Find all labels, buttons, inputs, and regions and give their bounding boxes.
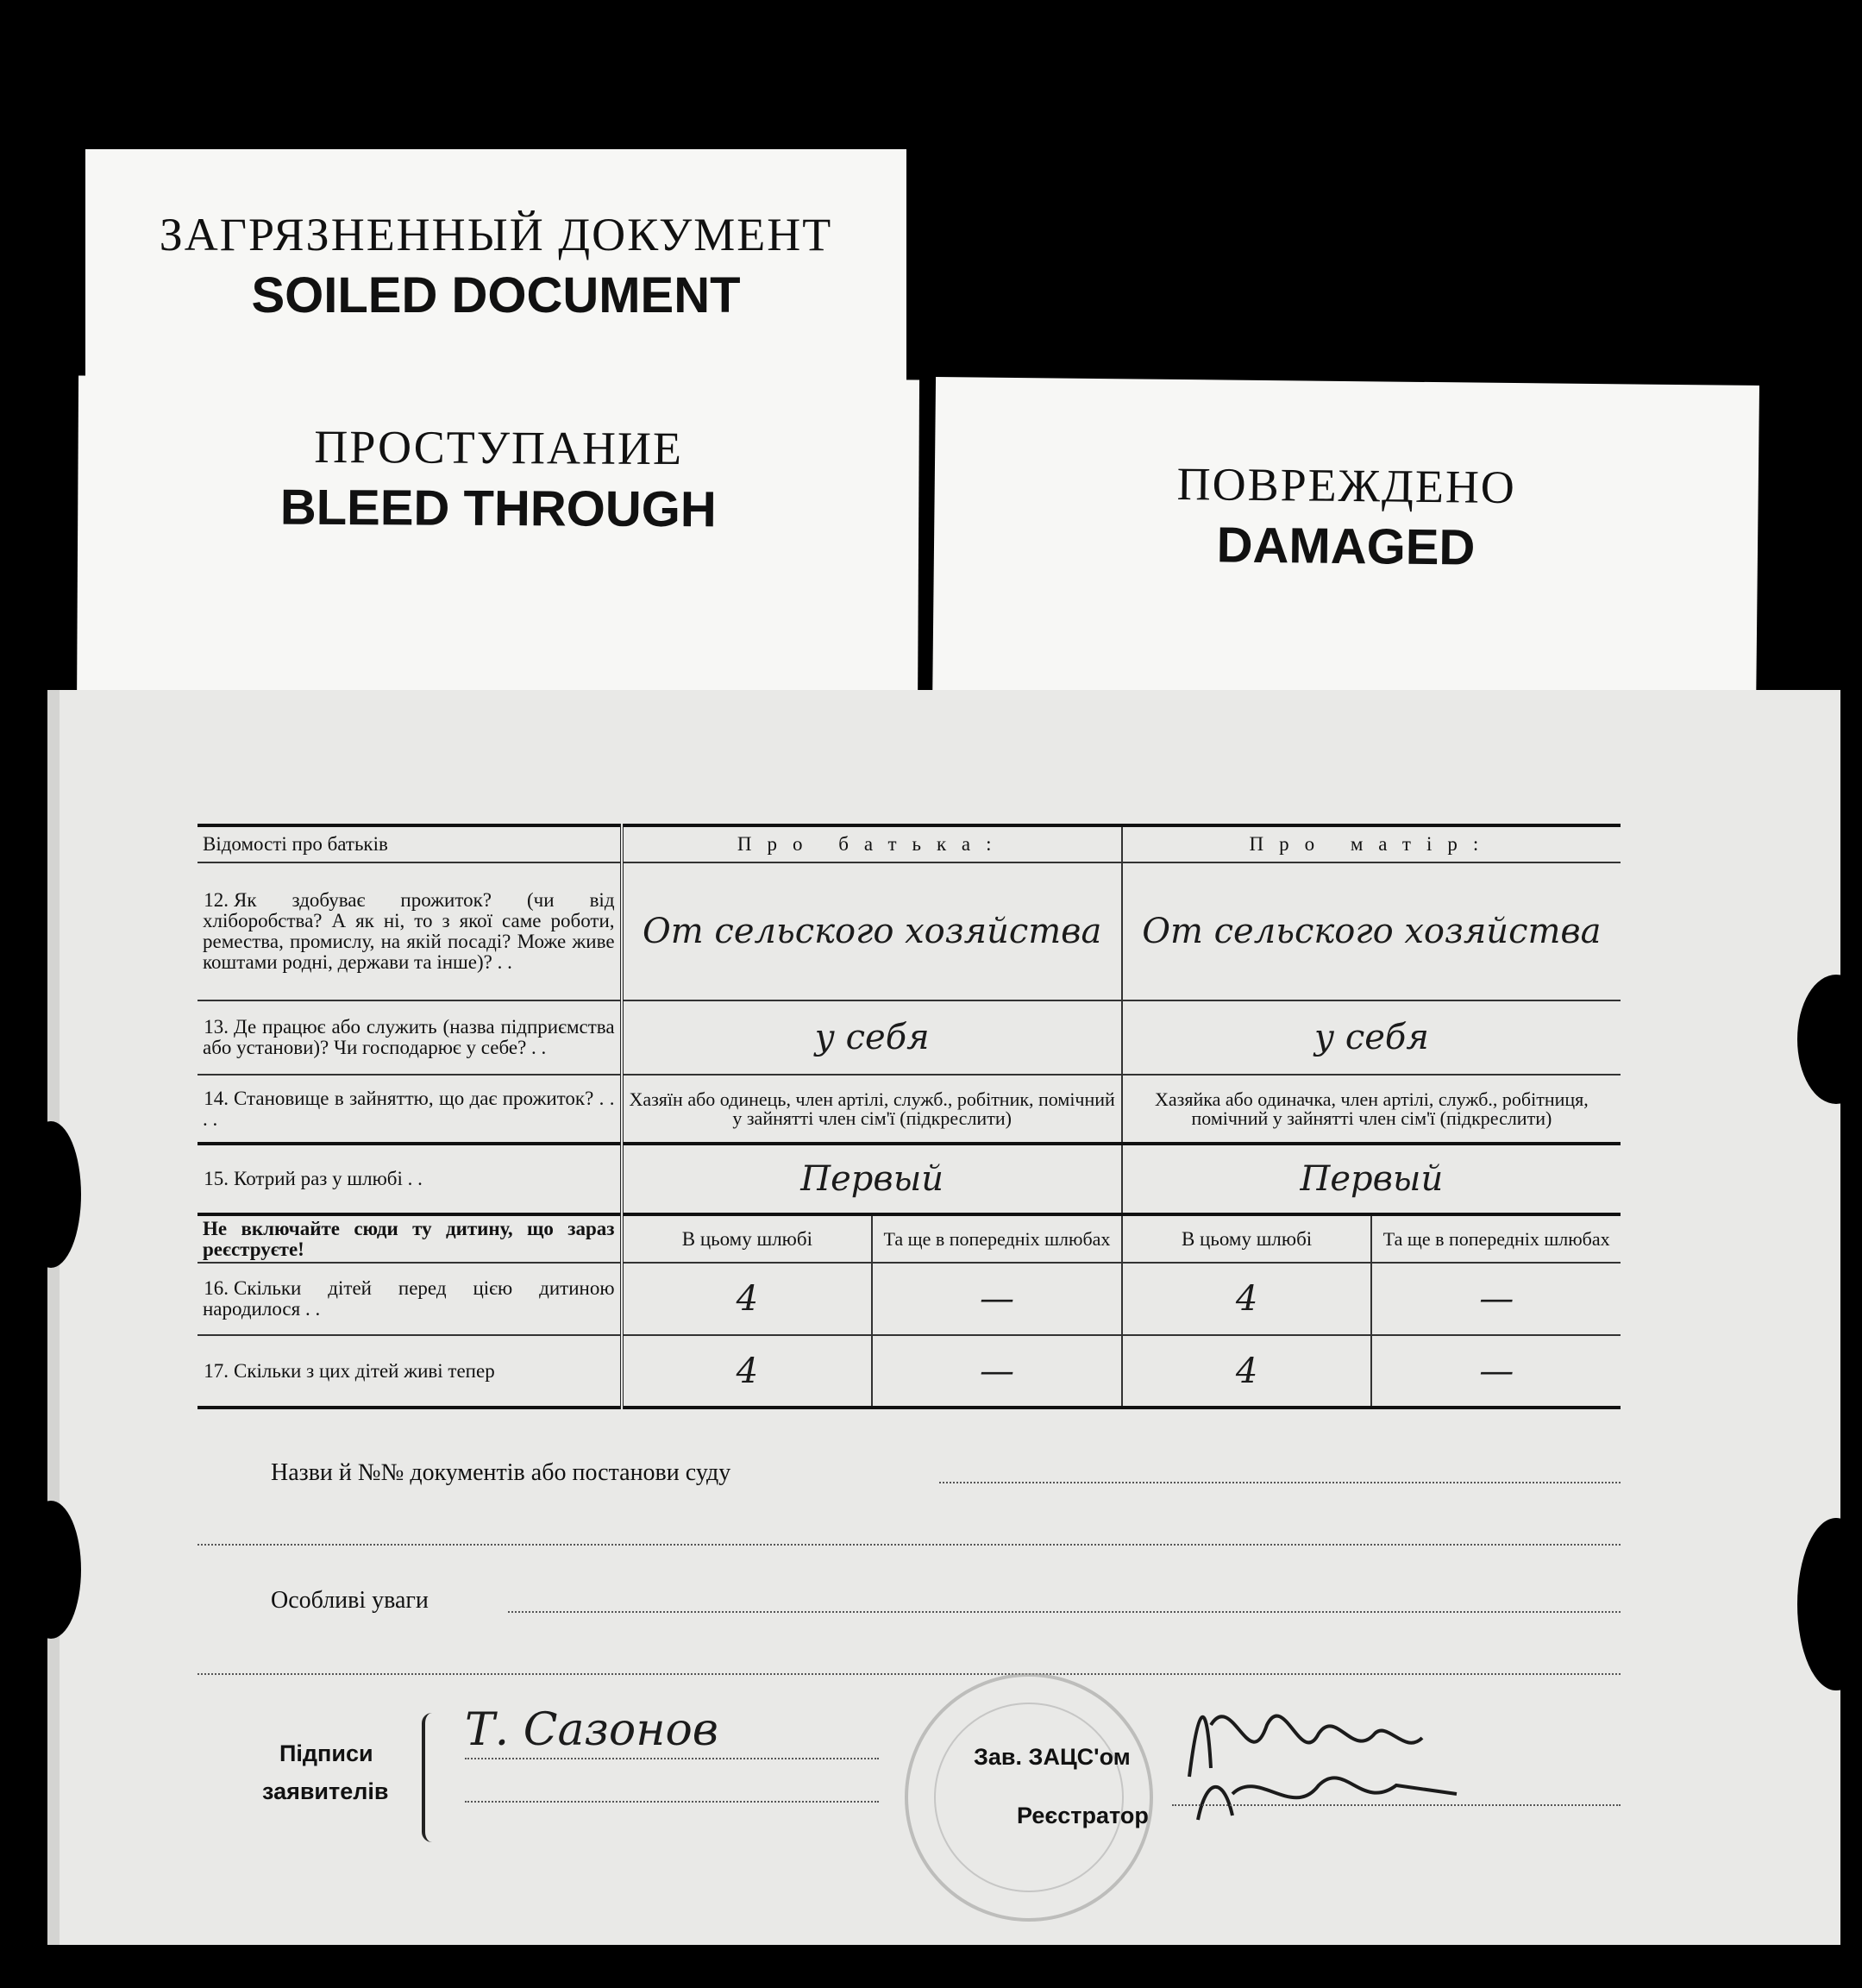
applicant-signature: Т. Сазонов [465, 1704, 719, 1756]
table-row [197, 1263, 1621, 1335]
torn-edge [21, 1121, 81, 1268]
father-answer-12: От сельского хозяйства [622, 862, 1122, 1000]
signers-label: Підписи [279, 1740, 373, 1766]
mother-answer-12: От сельского хозяйства [1122, 862, 1621, 1000]
mother-this-marriage-header: В цьому шлюбі [1122, 1214, 1372, 1263]
exclude-child-note: Не включайте сюди ту дитину, що зараз реєструєте! [197, 1214, 622, 1263]
mother-answer-15: Первый [1122, 1144, 1621, 1214]
signers-label: заявителів [262, 1778, 389, 1804]
table-row [197, 1144, 1621, 1214]
mother-prev-marriages-header: Та ще в попередніх шлюбах [1371, 1214, 1621, 1263]
registrar-line [1172, 1804, 1621, 1806]
table-row [197, 1000, 1621, 1075]
zags-head-label: Зав. ЗАЦС'ом [974, 1744, 1131, 1770]
signature-line [465, 1801, 879, 1803]
mother-alive-this: 4 [1122, 1335, 1372, 1408]
father-alive-this: 4 [622, 1335, 873, 1408]
header-mother: Про матір: [1122, 825, 1621, 862]
question-number: 12. [204, 889, 229, 911]
father-alive-prev: — [872, 1335, 1122, 1408]
bleed-en-label: BLEED THROUGH [279, 479, 717, 538]
question-12 [197, 862, 622, 1000]
question-17 [197, 1335, 622, 1408]
torn-edge [21, 1501, 81, 1639]
registrar-label: Реєстратор [1017, 1803, 1149, 1828]
question-text: Скільки дітей перед цією дитиною народилося . . [203, 1277, 615, 1320]
special-notes-label: Особливі уваги [271, 1587, 429, 1614]
father-answer-14: Хазяїн або одинець, член артілі, служб., робітник, помічний у зайнятті член сім'ї (підкреслити) [622, 1075, 1122, 1144]
registration-form-sheet [47, 690, 1840, 1945]
question-number: 16. [204, 1277, 229, 1299]
father-children-prev: — [872, 1263, 1122, 1335]
table-header-row [197, 825, 1621, 862]
table-row [197, 862, 1621, 1000]
question-text: Котрий раз у шлюбі . . [234, 1168, 423, 1189]
official-stamp [905, 1673, 1153, 1922]
table-row [197, 1075, 1621, 1144]
mother-answer-14: Хазяйка або одиначка, член артілі, служб., робітниця, помічний у зайнятті член сім'ї (підкреслити) [1122, 1075, 1621, 1144]
documents-line [197, 1544, 1621, 1546]
mother-answer-13: у себя [1122, 1000, 1621, 1075]
question-13 [197, 1000, 622, 1075]
signers-bracket [422, 1713, 441, 1842]
mother-children-prev: — [1371, 1263, 1621, 1335]
father-children-this: 4 [622, 1263, 873, 1335]
father-this-marriage-header: В цьому шлюбі [622, 1214, 873, 1263]
damaged-ru-label: ПОВРЕЖДЕНО [1176, 457, 1517, 514]
mother-alive-prev: — [1371, 1335, 1621, 1408]
question-number: 15. [204, 1168, 229, 1189]
question-text: Де працює або служить (назва підприємства або установи)? Чи господарює у себе? . . [203, 1016, 615, 1058]
question-text: Скільки з цих дітей живі тепер [234, 1359, 495, 1382]
soiled-en-label: SOILED DOCUMENT [251, 267, 741, 323]
question-14 [197, 1075, 622, 1144]
signature-line [465, 1758, 879, 1759]
question-text: Як здобуває прожиток? (чи від хліборобства? А як ні, то з якої саме роботи, ремества, промислу, на якій посаді? Може живе коштами родні, держави та інше)? . . [203, 889, 615, 973]
question-number: 17. [204, 1359, 229, 1382]
question-number: 13. [204, 1016, 229, 1038]
question-16 [197, 1263, 622, 1335]
special-notes-line [508, 1611, 1621, 1613]
damaged-card [932, 377, 1759, 722]
question-text: Становище в зайняттю, що дає прожиток? . . . . [203, 1087, 615, 1130]
bleed-ru-label: ПРОСТУПАНИЕ [314, 420, 684, 475]
header-parents-info: Відомості про батьків [197, 825, 622, 862]
bleed-through-card [77, 375, 919, 724]
question-15 [197, 1144, 622, 1214]
documents-label: Назви й №№ документів або постанови суду [271, 1459, 731, 1486]
damaged-en-label: DAMAGED [1216, 517, 1476, 576]
subheader-row [197, 1214, 1621, 1263]
mother-children-this: 4 [1122, 1263, 1372, 1335]
torn-edge [1797, 975, 1862, 1104]
father-answer-13: у себя [622, 1000, 1122, 1075]
torn-edge [1797, 1518, 1862, 1690]
father-prev-marriages-header: Та ще в попередніх шлюбах [872, 1214, 1122, 1263]
header-father: Про батька: [622, 825, 1122, 862]
parents-info-table [197, 824, 1621, 1409]
soiled-ru-label: ЗАГРЯЗНЕННЫЙ ДОКУМЕНТ [159, 209, 833, 260]
documents-line [939, 1482, 1621, 1483]
father-answer-15: Первый [622, 1144, 1122, 1214]
soiled-document-card [85, 149, 906, 399]
table-row [197, 1335, 1621, 1408]
question-number: 14. [204, 1087, 229, 1109]
